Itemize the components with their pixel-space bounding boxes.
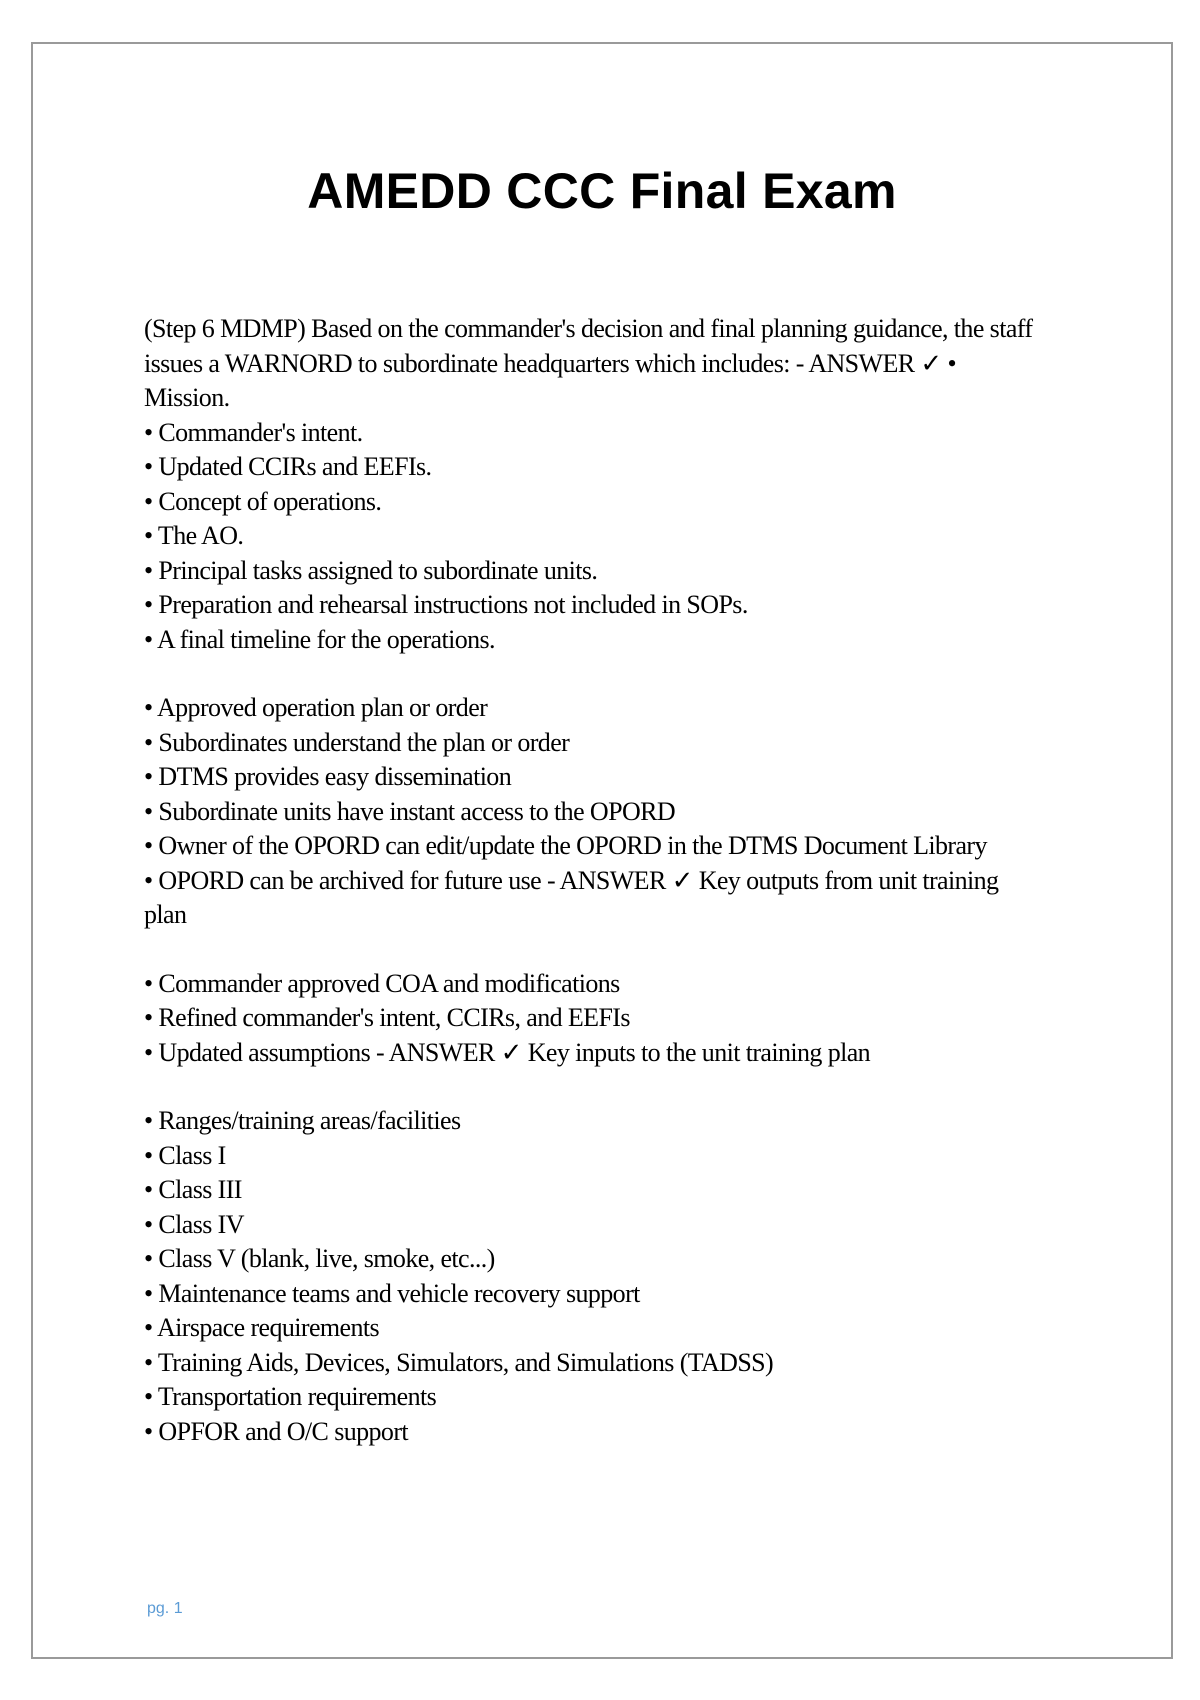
text-line: plan <box>144 900 187 929</box>
list-item: • Airspace requirements <box>144 1313 379 1342</box>
list-item: • Updated CCIRs and EEFIs. <box>144 452 432 481</box>
list-item: • Training Aids, Devices, Simulators, and Simulations (TADSS) <box>144 1347 774 1377</box>
list-item: • Class III <box>144 1175 242 1204</box>
document-page <box>31 42 1173 1659</box>
text-line: (Step 6 MDMP) Based on the commander's decision and final planning guidance, the staff <box>144 314 1033 343</box>
list-item: • Updated assumptions - ANSWER ✓ Key inputs to the unit training plan <box>144 1037 871 1067</box>
list-item: • OPFOR and O/C support <box>144 1416 408 1446</box>
page-number: pg. 1 <box>147 1600 183 1617</box>
list-item: • Refined commander's intent, CCIRs, and EEFIs <box>144 1003 630 1032</box>
list-item: • Subordinates understand the plan or order <box>144 727 570 757</box>
list-item: • OPORD can be archived for future use - ANSWER ✓ Key outputs from unit training <box>144 865 999 895</box>
list-item: • Approved operation plan or order <box>144 693 488 722</box>
list-item: • Commander's intent. <box>144 417 363 447</box>
text-line: Mission. <box>144 383 230 412</box>
list-item: • Owner of the OPORD can edit/update the OPORD in the DTMS Document Library <box>144 831 987 860</box>
list-item: • Class V (blank, live, smoke, etc...) <box>144 1244 495 1273</box>
list-item: • Subordinate units have instant access to the OPORD <box>144 796 676 826</box>
list-item: • DTMS provides easy dissemination <box>144 762 512 791</box>
document-body <box>144 312 1104 1449</box>
list-item: • Preparation and rehearsal instructions not included in SOPs. <box>144 590 748 619</box>
list-item: • Class IV <box>144 1209 244 1239</box>
list-item: • Commander approved COA and modifications <box>144 968 620 998</box>
list-item: • Principal tasks assigned to subordinate units. <box>144 555 598 585</box>
text-line: issues a WARNORD to subordinate headquarters which includes: - ANSWER ✓ • <box>144 348 956 378</box>
list-item: • The AO. <box>144 521 244 550</box>
list-item: • Class I <box>144 1140 226 1170</box>
list-item: • Concept of operations. <box>144 486 382 516</box>
list-item: • Ranges/training areas/facilities <box>144 1106 461 1135</box>
list-item: • Maintenance teams and vehicle recovery support <box>144 1278 640 1308</box>
list-item: • A final timeline for the operations. <box>144 624 495 654</box>
document-title: AMEDD CCC Final Exam <box>307 163 897 219</box>
list-item: • Transportation requirements <box>144 1382 437 1411</box>
